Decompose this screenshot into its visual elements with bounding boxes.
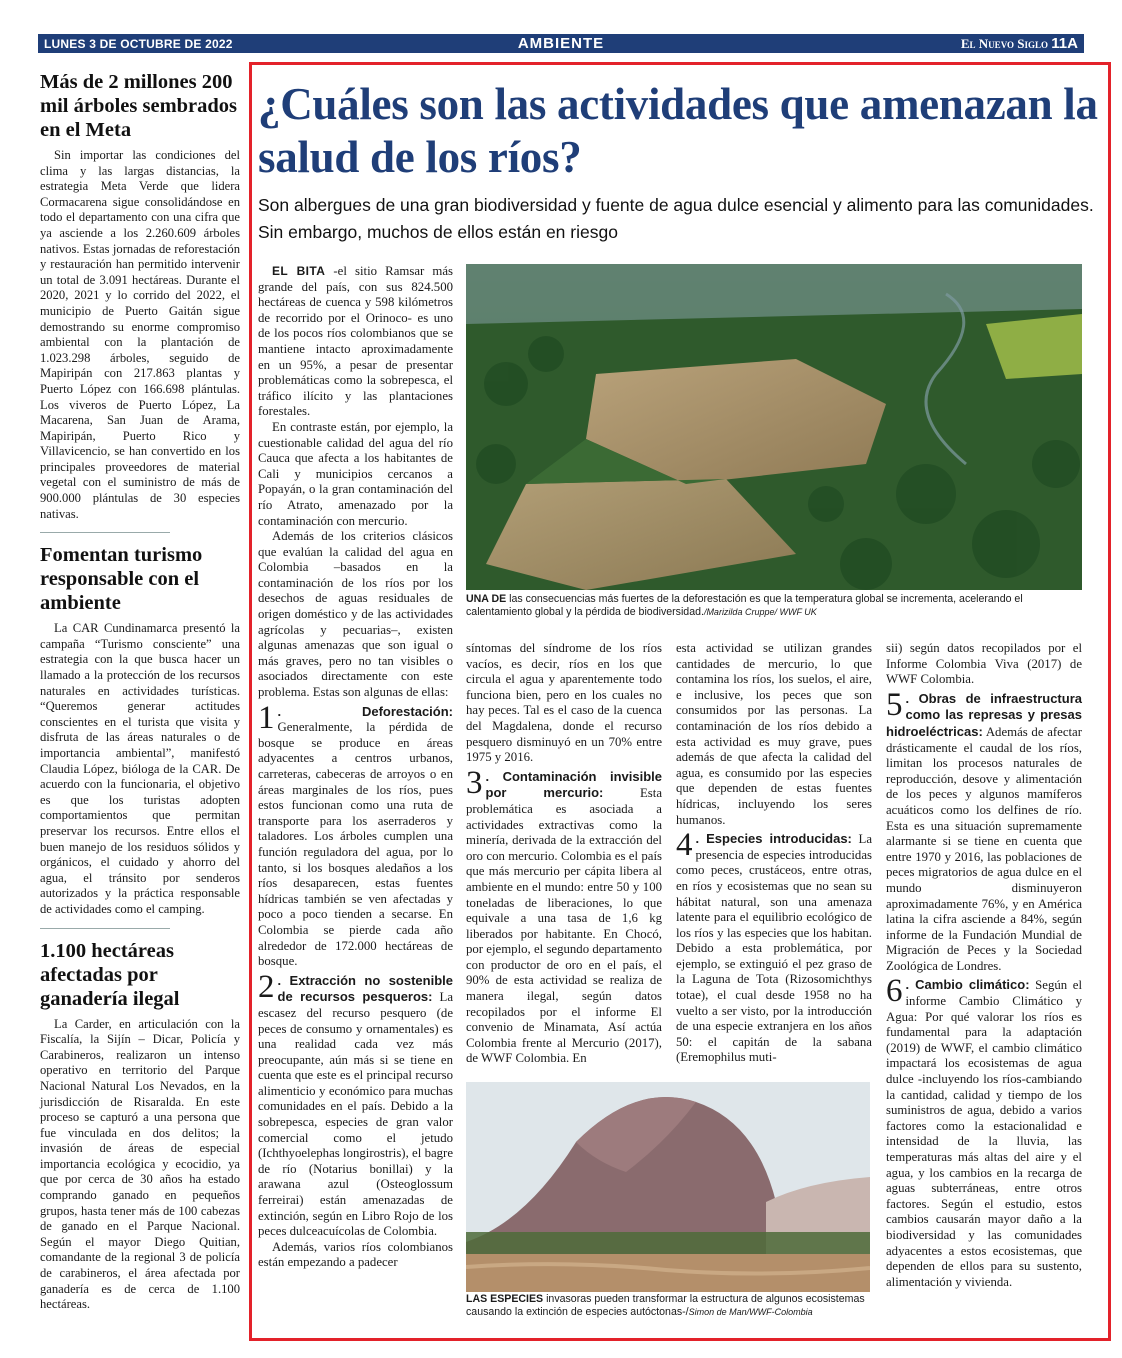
section-number: 2 <box>258 968 275 1005</box>
page-number: 11A <box>1051 35 1078 52</box>
section-number: 6 <box>886 973 903 1010</box>
sidebar-briefs <box>40 70 240 1323</box>
brief-title: 1.100 hectáreas afectadas por ganadería ilegal <box>40 939 180 1010</box>
caption-text: invasoras pueden transformar la estructura de algunos ecosistemas causando la extinción de especies autóctonas-/ <box>466 1293 865 1318</box>
brief-title: Más de 2 millones 200 mil árboles sembrados en el Meta <box>40 71 238 141</box>
article-column-4 <box>886 641 1082 1290</box>
section-body: La escasez del recurso pesquero (de peces de consumo y ornamentales) es una realidad cada vez más preocupante, aún más si se tiene en cuenta que este es el principal recurso alimenticio y económico para muchas comunidades en el país. Debido a la sobrepesca, especies de gran valor comercial como el jetudo (Ichthyoelephas longirostris), el bagre de río (Notarius bonillai) y la arawana azul (Osteoglossum ferreirai) están amenazadas de extinción, según en Libro Rojo de los peces dulceacuícolas de Colombia. <box>258 990 454 1239</box>
threat-section <box>466 764 663 1067</box>
section-title: . Deforestación: <box>277 703 453 719</box>
article-deck: Son albergues de una gran biodiversidad y fuente de agua dulce esencial y alimento para las comunidades. Sin embargo, muchos de ellos están en riesgo <box>258 195 1094 242</box>
section-body: Según el informe Cambio Climático y Agua: Por qué valorar los ríos es fundamental para la adaptación (2019) de WWF, el cambio climático impactará los ecosistemas de agua dulce -incluyendo los ríos-cambiando la cantidad, calidad y tiempo de los suministros de agua, debido a varios factores como la estacionalidad e intensidad de la lluvia, las temperaturas más altas del aire y el agua, y los cambios en la recarga de aguas subterráneas, entre otros factores. Según el estudio, estos cambios causarán mayor daño a la biodiversidad y las comunidades adyacentes a estos ecosistemas, que dependen de ellos para su sustento, alimentación y vivienda. <box>886 978 1082 1289</box>
threat-section <box>258 699 453 970</box>
brief-body: La Carder, en articulación con la Fiscalía, la Sijín – Dicar, Policía y Carabineros, realizaron un intenso operativo en territorio del Parque Nacional Natural Los Nevados, en la jurisdicción de Risaralda. En este proceso se capturó a una persona que fue vinculada en dos delitos; la invasión de áreas de especial importancia ecológica y ecocidio, ya que por cerca de 30 años ha estado comprando ganado en pequeños grupos, hasta tener más de 100 cabezas de ganado en el Parque Nacional. Según el mayor Diego Quitian, comandante de la regional 3 de policía de carabineros, el área afectada por ganadería es de cerca de 1.100 hectáreas. <box>40 1016 240 1312</box>
article-column-2 <box>466 641 662 1067</box>
section-title: . Contaminación invisible por mercurio: <box>485 768 662 801</box>
paragraph: Además de los criterios clásicos que evalúan la calidad del agua en Colombia –basados en la contaminación de los ríos por los desechos de aguas residuales de origen doméstico y de las actividades agrícolas y pecuarias–, existen algunas amenazas que son igual o más graves, pero no tan visibles o asociados directamente con este problema. Estas son algunas de ellas: <box>258 529 453 700</box>
deforestation-aerial-photo <box>466 264 1082 590</box>
section-number: 4 <box>676 827 693 864</box>
section-body: La presencia de especies introducidas como peces, crustáceos, entre otras, en ríos y ecosistemas que no sean su hábitat natural, son una amenaza latente para el equilibrio ecológico de los ríos y las especies que los habitan. Debido a esta problemática, por ejemplo, se extinguió el pez graso de la Laguna de Tota (Rizosomichthys totae), el cual desde 1958 no ha vuelto a ser visto, por la introducción de una especie extranjera en los años 50: el capitán de la sabana (Eremophilus muti- <box>676 832 873 1065</box>
article-headline: ¿Cuáles son las actividades que amenazan la salud de los ríos? <box>258 79 1098 182</box>
section-body: Generalmente, la pérdida de bosque se produce en áreas adyacentes a centros urbanos, carreteras, cabeceras de arroyos o en áreas marginales de los ríos, pues estos funcionan como una ruta de transporte para los aserraderos y taladores. Los árboles cumplen una función reguladora del agua, por lo tanto, si los bosques aledaños a los ríos desaparecen, estas fuentes hídricas también se ven afectadas y poco a poco tienden a secarse. En Colombia se pierde cada año alrededor de 172.000 hectáreas de bosque. <box>258 720 453 969</box>
section-body: Esta problemática es asociada a actividades extractivas como la minería, derivada de la extracción del oro con mercurio. Colombia es el país que más mercurio per cápita libera al ambiente en el mundo: entre 50 y 100 toneladas de liberaciones, lo que equivale a una tasa de 1,6 kg liberados por habitante. En Chocó, por ejemplo, el segundo departamento con productor de oro en el país, el 90% de esta actividad se realiza de manera ilegal, según datos recopilados por el informe El convenio de Minamata, Así actúa Colombia frente al Mercurio (2017), de WWF Colombia. En <box>466 786 663 1066</box>
divider <box>40 928 170 929</box>
divider <box>40 532 170 533</box>
rock-formation-photo <box>466 1082 870 1292</box>
photo-illustration <box>466 1082 870 1292</box>
section-title: . Especies introducidas: <box>695 831 852 847</box>
paragraph: esta actividad se utilizan grandes cantidades de mercurio, lo que contamina los ríos, los suelos, el aire, e inclusive, los peces que son consumidos por las personas. La contaminación de los ríos debido a esta actividad es muy grave, pues además de que afecta la calidad del agua, es consumido por las especies que dependen de estas fuentes hídricas, incluyendo los seres humanos. <box>676 641 872 827</box>
threat-section <box>676 827 873 1066</box>
section-number: 3 <box>466 764 483 801</box>
paragraph: En contraste están, por ejemplo, la cuestionable calidad del agua del río Cauca que afecta a los habitantes de Cali y municipios cercanos a Popayán, o la gran contaminación del río Atrato, amenazado por la contaminación con mercurio. <box>258 419 453 528</box>
article-column-3 <box>676 641 872 1066</box>
caption-text: las consecuencias más fuertes de la deforestación es que la temperatura global se incrementa, acelerando el calentamiento global y la pérdida de biodiversidad. <box>466 593 1023 618</box>
photo-caption <box>466 593 1082 619</box>
article-lead-word: EL BITA <box>272 264 326 278</box>
caption-lead: UNA DE <box>466 593 507 605</box>
section-name: AMBIENTE <box>517 35 605 52</box>
photo-illustration <box>466 264 1082 590</box>
photo-credit: /Marizilda Cruppe/ WWF UK <box>703 607 817 617</box>
section-number: 1 <box>258 699 275 736</box>
paragraph: -el sitio Ramsar más grande del país, con sus 824.500 hectáreas de cuenca y 598 kilómetros de recorrido por el Orinoco- es uno de los pocos ríos colombianos que se mantiene intacto aproximadamente en un 95%, a pesar de presentar problemáticas como la sobrepesca, el tráfico ilícito y las plantaciones forestales. <box>258 264 454 419</box>
newspaper-name: El Nuevo Siglo <box>960 36 1048 51</box>
issue-date: LUNES 3 DE OCTUBRE DE 2022 <box>44 37 233 51</box>
paragraph: síntomas del síndrome de los ríos vacíos, es decir, ríos en los que circula el agua y aparentemente todo funciona bien, pero en los cuales no hay peces. Tal es el caso de la cuenca del Magdalena, donde el recurso pesquero disminuyó en un 70% entre 1975 y 2016. <box>466 641 662 765</box>
brief-story <box>40 543 240 917</box>
photo-credit: Simon de Man/WWF-Colombia <box>688 1307 813 1317</box>
section-title: . Extracción no sostenible de recursos pesqueros: <box>277 972 453 1005</box>
paragraph: Además, varios ríos colombianos están empezando a padecer <box>258 1239 453 1270</box>
brief-story <box>40 70 240 522</box>
brief-body: Sin importar las condiciones del clima y las largas distancias, la estrategia Meta Verde que lidera Cormacarena sigue consolidándose en todo el departamento con una cifra que ya asciende a los 2.260.609 árboles nativos. Estas jornadas de reforestación y restauración han permitido intervenir un total de 3.091 hectáreas. Durante el 2020, 2021 y lo corrido del 2022, el municipio de Puerto Gaitán sigue demostrando su enorme compromiso ambiental con la plantación de 1.023.298 árboles, seguido de Mapiripán con 217.863 plantas y Puerto López con 166.698 plántulas. Los viveros de Puerto López, La Macarena, San Juan de Arama, Mapiripán, Puerto Rico y Villavicencio, se han convertido en los principales proveedores de material vegetal con el suministro de más de 900.000 plántulas de 30 especies nativas. <box>40 148 240 521</box>
page-header <box>38 34 1084 53</box>
section-title: . Obras de infraestructura como las represas y presas hidroeléctricas: <box>886 690 1082 739</box>
brief-title: Fomentan turismo responsable con el ambiente <box>40 544 203 615</box>
article-column-1 <box>258 264 453 1271</box>
threat-section <box>258 968 454 1240</box>
section-title: . Cambio climático: <box>905 977 1030 993</box>
brief-body: La CAR Cundinamarca presentó la campaña “Turismo consciente” una estrategia con la que busca hacer un llamado a la protección de los recursos naturales en actividades turísticas. “Queremos generar actitudes conscientes en el turista que visita y disfruta de las áreas naturales o de importancia ambiental”, manifestó Claudia López, bióloga de la CAR. De acuerdo con la funcionaria, el objetivo es que los turistas adopten comportamientos que permitan preservar los recursos. Entre ellos el buen manejo de los residuos sólidos y orgánicos, el cuidado y ahorro del agua, el tránsito por senderos autorizados y la práctica responsable de actividades como el camping. <box>40 621 240 916</box>
paragraph: sii) según datos recopilados por el Informe Colombia Viva (2017) de WWF Colombia. <box>886 641 1082 687</box>
threat-section <box>886 686 1082 975</box>
section-number: 5 <box>886 686 903 723</box>
threat-section <box>886 973 1082 1290</box>
caption-lead: LAS ESPECIES <box>466 1293 544 1305</box>
brief-story <box>40 939 240 1313</box>
section-body: Además de afectar drásticamente el caudal de los ríos, limitan los procesos naturales de reproducción, desove y alimentación de los peces y algunos mamíferos acuáticos como los delfines de río. Esta es una situación supremamente alarmante si se tiene en cuenta que entre 1970 y 2016, las poblaciones de peces migratorios de agua dulce en el mundo disminuyeron aproximadamente 76%, y en América latina la cifra asciende a 84%, según informe de la Fundación Mundial de Migración de Peces y la Sociedad Zoológica de Londres. <box>886 724 1082 973</box>
photo-caption <box>466 1293 870 1319</box>
